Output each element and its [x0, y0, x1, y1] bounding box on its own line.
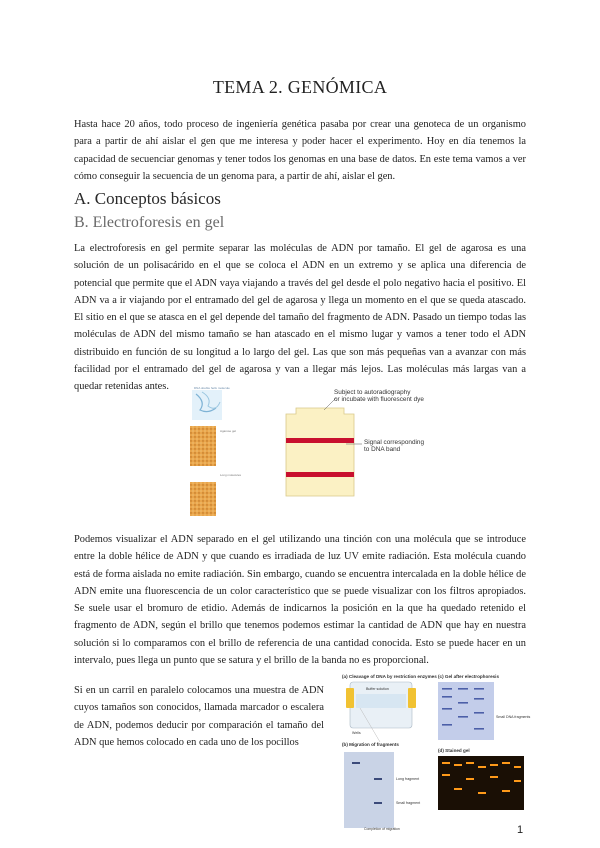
d-band — [466, 762, 474, 764]
electrophoresis-figure — [330, 672, 531, 832]
migration-band-1 — [352, 762, 360, 764]
agarose-texture-2 — [190, 482, 216, 516]
section-heading-b: B. Electroforesis en gel — [74, 214, 225, 231]
electrophoresis-paragraph: La electroforesis en gel permite separar las moléculas de ADN por tamaño. El gel de agarosa es una solución de un polisacárido en el que se coloca el ADN en un extremo y se aplica una diferencia de potencial que permite que el ADN vaya viajando a través del gel desde el polo negativo hacia el positivo. El ADN va a ir viajando por el entramado del gel de agarosa y llega un momento en el que se queda atascado. El sitio en el que se atasca en el gel depende del tamaño del fragmento de ADN. Pasado un tiempo todas las moléculas de ADN del mismo tamaño se han atascado en el mismo lugar y vamos a tener todo el ADN distribuido en función de su longitud a lo largo del gel. Las que son más pequeñas van a avanzar con más facilidad por el entramado del gel de agarosa y van a llegar más lejos. Las moléculas más largas van a quedar retenidas antes. — [74, 243, 526, 393]
d-band — [514, 780, 521, 782]
c-band — [458, 702, 468, 704]
c-band — [474, 712, 484, 714]
d-band — [502, 762, 510, 764]
agarose-illustration — [190, 386, 242, 516]
d-band — [478, 792, 486, 794]
migration-band-3 — [374, 802, 382, 804]
side-caption-2: Agarose gel — [220, 429, 237, 433]
dna-band-1 — [286, 438, 354, 443]
d-band — [442, 762, 450, 764]
panel-b-title: (b) Migration of fragments — [342, 742, 399, 747]
d-band — [454, 764, 462, 766]
panel-c-title: (c) Gel after electrophoresis — [438, 674, 500, 679]
side-caption-3: Long molecules — [220, 473, 242, 477]
panel-d-title: (d) Stained gel — [438, 748, 470, 753]
d-band — [454, 788, 462, 790]
gel-container — [286, 408, 354, 496]
page-number: 1 — [517, 824, 524, 836]
c-band — [442, 696, 452, 698]
c-band — [442, 688, 452, 690]
label-band: Signal corresponding to DNA band — [364, 439, 425, 453]
ladder-paragraph: Si en un carril en paralelo colocamos una muestra de ADN cuyos tamaños son conocidos, llamada marcador o escalera de ADN, podemos deducir por comparación el tamaño del ADN que hemos colocado en cada uno de los pocillos — [74, 685, 324, 748]
d-band — [442, 774, 450, 776]
intro-paragraph: Hasta hace 20 años, todo proceso de ingeniería genética pasaba por crear una genoteca de un organismo para a partir de ahí aislar el gen que me interesa y poder hacer el experimento. Hoy en día tenemos la capacidad de secuenciar genomas y tener todos los genomas en una base de datos. En este tema vamos a ver cómo conseguir la secuencia de un genoma para, a partir de ahí, aislar el gen. — [74, 119, 526, 182]
electrode-neg — [346, 688, 354, 708]
d-band — [466, 778, 474, 780]
agarose-texture — [190, 426, 216, 466]
label-small-dna: Small DNA fragments — [496, 715, 531, 719]
c-band — [458, 688, 468, 690]
gel-after-electrophoresis — [438, 682, 494, 740]
migration-band-2 — [374, 778, 382, 780]
migration-gel — [344, 752, 394, 828]
d-band — [514, 766, 521, 768]
d-band — [490, 764, 498, 766]
gel-band-figure — [186, 384, 425, 518]
dna-band-2 — [286, 472, 354, 477]
label-top: Subject to autoradiography or incubate with fluorescent dye — [334, 389, 424, 403]
d-band — [478, 766, 486, 768]
document-title: TEMA 2. GENÓMICA — [212, 77, 388, 97]
label-small: Small fragment — [396, 801, 421, 805]
panel-a-title: (a) Cleavage of DNA by restriction enzymes — [342, 674, 437, 679]
buffer-tank — [356, 694, 406, 708]
c-band — [442, 724, 452, 726]
c-band — [442, 708, 452, 710]
d-band — [502, 790, 510, 792]
electrode-pos — [408, 688, 416, 708]
label-long: Long fragment — [396, 777, 420, 781]
d-band — [490, 776, 498, 778]
label-completion: Completion of migration — [364, 827, 400, 831]
side-caption-1: DNA double helix molecule — [194, 386, 230, 390]
c-band — [474, 698, 484, 700]
stained-gel — [438, 756, 524, 810]
c-band — [474, 688, 484, 690]
c-band — [458, 716, 468, 718]
label-wells: Wells — [352, 731, 361, 735]
c-band — [474, 728, 484, 730]
section-heading-a: A. Conceptos básicos — [74, 189, 221, 208]
staining-paragraph: Podemos visualizar el ADN separado en el gel utilizando una tinción con una molécula que se introduce entre la doble hélice de ADN y que cuando es irradiada de luz UV emite radiación. Esta molécula cuando está de forma aislada no emite radiación. Sin embargo, cuando se encuentra intercalada en la doble hélice de ADN emite una fluorescencia de un color característico que se puede visualizar con los filtros apropiados. Se suele usar el bromuro de etidio. Además de indicarnos la posición en la que ha quedado retenido el fragmento de ADN, según el brillo que tenemos podemos estimar la cantidad de ADN que hay en nuestra solución si lo comparamos con el brillo de referencia de una cantidad conocida. Esto se puede hacer en un intervalo, pues llega un punto que se satura y el brillo de la banda no es proporcional. — [74, 534, 526, 667]
label-buffer: Buffer solution — [366, 687, 389, 691]
